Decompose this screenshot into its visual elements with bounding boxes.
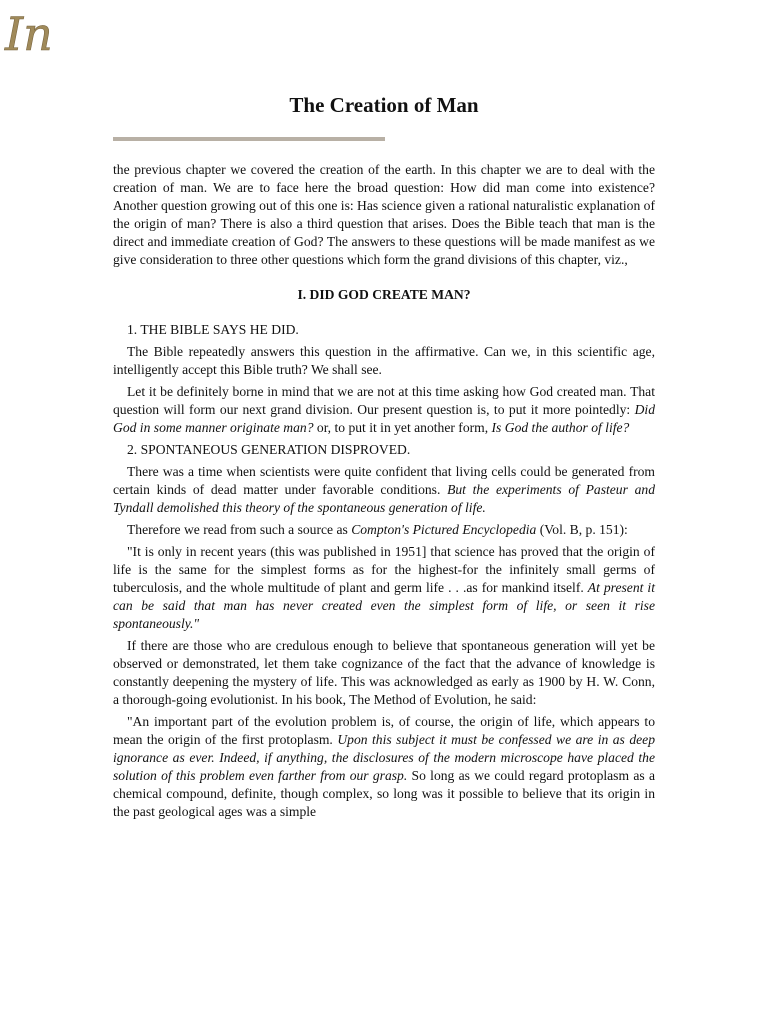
dropcap-letters: In [5,7,53,58]
paragraph-definitely-borne [113,383,655,437]
italic-run: But the experiments of Pasteur and Tyndall demolished this theory of the spontaneous generation of life. [113,482,655,515]
text-run: There was a time when scientists were quite confident that living cells could be generated from certain kinds of dead matter under favorable conditions. [113,464,655,497]
italic-run: Upon this subject it must be confessed we are in as deep ignorance as ever. Indeed, if anything, the disclosures of the modern microscope have placed the solution of this problem even farther from our grasp. [113,732,655,783]
italic-run: Is God the author of life? [491,420,630,435]
text-run: So long as we could regard protoplasm as a chemical compound, definite, though complex, so long was it possible to believe that its origin in the past geological ages was a simple [113,768,655,819]
document-body [113,161,655,825]
text-run: or, to put it in yet another form, [313,420,492,435]
text-run: (Vol. B, p. 151): [536,522,628,537]
subheading-spontaneous-generation: 2. SPONTANEOUS GENERATION DISPROVED. [127,442,411,457]
section-heading: I. DID GOD CREATE MAN? [297,287,471,302]
quote-conn [113,713,655,821]
paragraph-conn-evolutionist: If there are those who are credulous enough to believe that spontaneous generation will yet be observed or demonstrated, let them take cognizance of the fact that the advance of knowledge is constantly deepening the mystery of life. This was acknowledged as early as 1900 by H. W. Conn, a thorough-going evolutionist. In his book, The Method of Evolution, he said: [113,638,655,707]
subheading-bible-says: 1. THE BIBLE SAYS HE DID. [127,322,299,337]
italic-run: Did God in some manner originate man? [113,402,655,435]
paragraph-compton-source [113,521,655,539]
italic-run: At present it can be said that man has never created even the simplest form of life, or seen it rise spontaneously." [113,580,655,631]
page-title: The Creation of Man [289,93,479,117]
quote-compton [113,543,655,633]
text-run: "An important part of the evolution problem is, of course, the origin of life, which appears to mean the origin of the first protoplasm. [113,714,655,747]
title-divider [113,137,385,141]
paragraph-bible-answers: The Bible repeatedly answers this question in the affirmative. Can we, in this scientific age, intelligently accept this Bible truth? We shall see. [113,344,655,377]
decorative-dropcap [2,6,68,58]
text-run: Therefore we read from such a source as [127,522,352,537]
text-run: Let it be definitely borne in mind that we are not at this time asking how God created man. That question will form our next grand division. Our present question is, to put it more pointedly: [113,384,655,417]
text-run: "It is only in recent years (this was published in 1951] that science has proved that the origin of life is the same for the simplest forms as for the highest-for the infinitely small germs of tuberculosis, and the whole multitude of plant and germ life . . .as for mankind itself. [113,544,655,595]
intro-paragraph: the previous chapter we covered the creation of the earth. In this chapter we are to deal with the creation of man. We are to face here the broad question: How did man come into existence? Another question growing out of this one is: Has science given a rational naturalistic explanation of the origin of man? There is also a third question that arises. Does the Bible teach that man is the direct and immediate creation of God? The answers to these questions will be made manifest as we give consideration to three other questions which form the grand divisions of this chapter, viz., [113,162,655,267]
paragraph-pasteur-tyndall [113,463,655,517]
italic-run: Compton's Pictured Encyclopedia [351,522,537,537]
